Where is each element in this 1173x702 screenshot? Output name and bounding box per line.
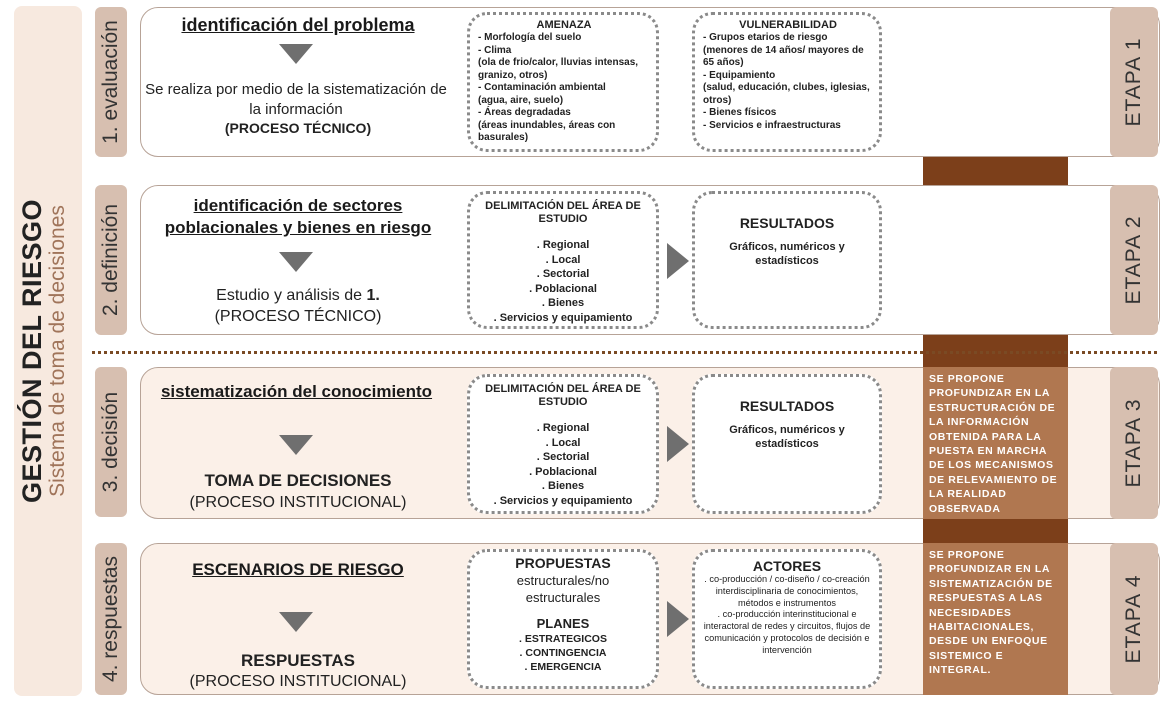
vulnerabilidad-box xyxy=(692,12,882,152)
list-item: . Bienes xyxy=(541,480,585,492)
stage-2-heading: identificación de sectores poblacionales y bienes en riesgo xyxy=(164,196,432,237)
etapa-tab-4: ETAPA 4 xyxy=(1110,543,1158,695)
list-item: . CONTINGENCIA xyxy=(519,647,607,659)
list-item: . Local xyxy=(545,436,581,449)
right-arrow-icon xyxy=(667,243,689,279)
stage-2-description: Estudio y análisis de 1. xyxy=(216,287,380,304)
list-item: . Bienes xyxy=(541,297,585,309)
list-item: - Contaminación ambiental xyxy=(478,82,606,93)
resultados-title: RESULTADOS xyxy=(739,398,835,414)
list-item: . Servicios y equipamiento xyxy=(493,494,633,507)
list-item: (salud, educación, clubes, iglesias, otros) xyxy=(703,82,870,106)
resultados-box xyxy=(692,191,882,329)
list-item: - Equipamiento xyxy=(703,69,776,81)
list-item: - Servicios e infraestructuras xyxy=(703,119,841,131)
list-item: (agua, aire, suelo) xyxy=(478,94,564,106)
stage-1-heading: identificación del problema xyxy=(181,15,415,35)
amenaza-box xyxy=(467,12,659,152)
main-title: GESTIÓN DEL RIESGO xyxy=(17,198,47,504)
stage-3-heading: sistematización del conocimiento xyxy=(160,382,433,401)
resultados-box xyxy=(692,374,882,514)
stage-2-note: SE IDENTIFICAN LOS BARRIOS POPULARES DE MAYOR VULNERABILIDAD SOCIO-HABITACIONAL, ASI COMO SUS CARACTERISTICAS INTRINSECAS xyxy=(929,192,1060,305)
actores-box xyxy=(692,549,882,689)
list-item: . Local xyxy=(545,253,581,266)
area-estudio-title: DELIMITACIÓN DEL ÁREA DE ESTUDIO xyxy=(485,200,641,225)
diagram-title xyxy=(18,11,78,691)
stage-2-process: (PROCESO TÉCNICO) xyxy=(214,308,382,325)
list-item: . Sectorial xyxy=(536,451,590,463)
propuestas-box xyxy=(467,549,659,689)
stage-tab-2: 2. definición xyxy=(95,185,127,335)
stage-tab-3: 3. decisión xyxy=(95,367,127,517)
etapa-tab-2: ETAPA 2 xyxy=(1110,185,1158,335)
list-item: . Regional xyxy=(536,422,590,434)
list-item: . Poblacional xyxy=(529,465,597,478)
list-item: . ESTRATEGICOS xyxy=(519,633,607,645)
propuestas-title: PROPUESTAS xyxy=(515,555,611,571)
stage-4-decision: RESPUESTAS xyxy=(241,651,355,670)
stage-1-description: Se realiza por medio de la sistematización de la información xyxy=(145,81,447,118)
resultados-title: RESULTADOS xyxy=(739,215,835,231)
etapa-tab-1: ETAPA 1 xyxy=(1110,7,1158,157)
area-estudio-box xyxy=(467,191,659,329)
list-item: - Áreas degradadas xyxy=(478,107,571,118)
list-item: (áreas inundables, áreas con basurales) xyxy=(478,119,616,143)
area-estudio-title: DELIMITACIÓN DEL ÁREA DE ESTUDIO xyxy=(485,383,641,408)
list-item: . Sectorial xyxy=(536,268,590,280)
list-item: . co-producción / co-diseño / co-creación interdisciplinaria de conocimientos, métodos e instrumentos xyxy=(704,574,870,608)
list-item: . Regional xyxy=(536,239,590,251)
resultados-text: Gráficos, numéricos y estadísticos xyxy=(729,241,845,267)
list-item: . EMERGENCIA xyxy=(524,661,602,673)
stage-tab-1: 1. evaluación xyxy=(95,7,127,157)
list-item: . co-producción interinstitucional e interactoral de redes y circuitos, flujos de comunicación y protocolos de decisión e intervención xyxy=(703,609,871,655)
list-item: - Morfología del suelo xyxy=(478,32,582,43)
planes-title: PLANES xyxy=(536,616,590,631)
stage-4-process: (PROCESO INSTITUCIONAL) xyxy=(189,673,407,690)
stage-3-decision: TOMA DE DECISIONES xyxy=(204,471,392,490)
section-divider xyxy=(92,351,1157,354)
stage-1-process: (PROCESO TÉCNICO) xyxy=(224,120,372,136)
list-item: . Poblacional xyxy=(529,282,597,295)
down-arrow-icon xyxy=(279,44,313,64)
down-arrow-icon xyxy=(279,612,313,632)
stage-3-process: (PROCESO INSTITUCIONAL) xyxy=(189,494,407,511)
subtitle: Sistema de toma de decisiones xyxy=(46,205,69,497)
amenaza-title: AMENAZA xyxy=(536,19,592,31)
actores-title: ACTORES xyxy=(752,558,822,574)
stage-4-heading: ESCENARIOS DE RIESGO xyxy=(192,560,404,579)
stage-1-note: SE OBTIENE EL INDICE DE RIESGO HABITACIONAL, EL CUAL PERMITIÓ RECONOCER CUALES SON LOS SECTORES URBANOS Y POBLACIONALES DE MAYOR RIESGO xyxy=(929,16,1060,144)
list-item: (menores de 14 años/ mayores de 65 años) xyxy=(703,44,864,68)
list-item: . Servicios y equipamiento xyxy=(493,311,633,324)
etapa-tab-3: ETAPA 3 xyxy=(1110,367,1158,519)
right-arrow-icon xyxy=(667,426,689,462)
list-item: (ola de frio/calor, lluvias intensas, granizo, otros) xyxy=(478,57,639,81)
stage-3-note: SE PROPONE PROFUNDIZAR EN LA ESTRUCTURACIÓN DE LA INFORMACIÓN OBTENIDA PARA LA PUESTA EN MARCHA DE LOS MECANISMOS DE RELEVAMIENTO DE LA REALIDAD OBSERVADA xyxy=(923,367,1068,519)
list-item: - Bienes físicos xyxy=(703,107,777,118)
list-item: - Grupos etarios de riesgo xyxy=(703,32,828,43)
down-arrow-icon xyxy=(279,252,313,272)
vulnerabilidad-title: VULNERABILIDAD xyxy=(739,19,837,31)
stage-tab-4: 4. respuestas xyxy=(95,543,127,695)
list-item: - Clima xyxy=(478,44,512,56)
propuestas-subtitle: estructurales/no estructurales xyxy=(516,573,610,605)
stage-4-note: SE PROPONE PROFUNDIZAR EN LA SISTEMATIZACIÓN DE RESPUESTAS A LAS NECESIDADES HABITACIONALES, DESDE UN ENFOQUE SISTEMICO E INTEGRAL. xyxy=(923,543,1068,695)
resultados-text: Gráficos, numéricos y estadísticos xyxy=(729,424,845,450)
down-arrow-icon xyxy=(279,435,313,455)
area-estudio-box xyxy=(467,374,659,514)
right-arrow-icon xyxy=(667,601,689,637)
